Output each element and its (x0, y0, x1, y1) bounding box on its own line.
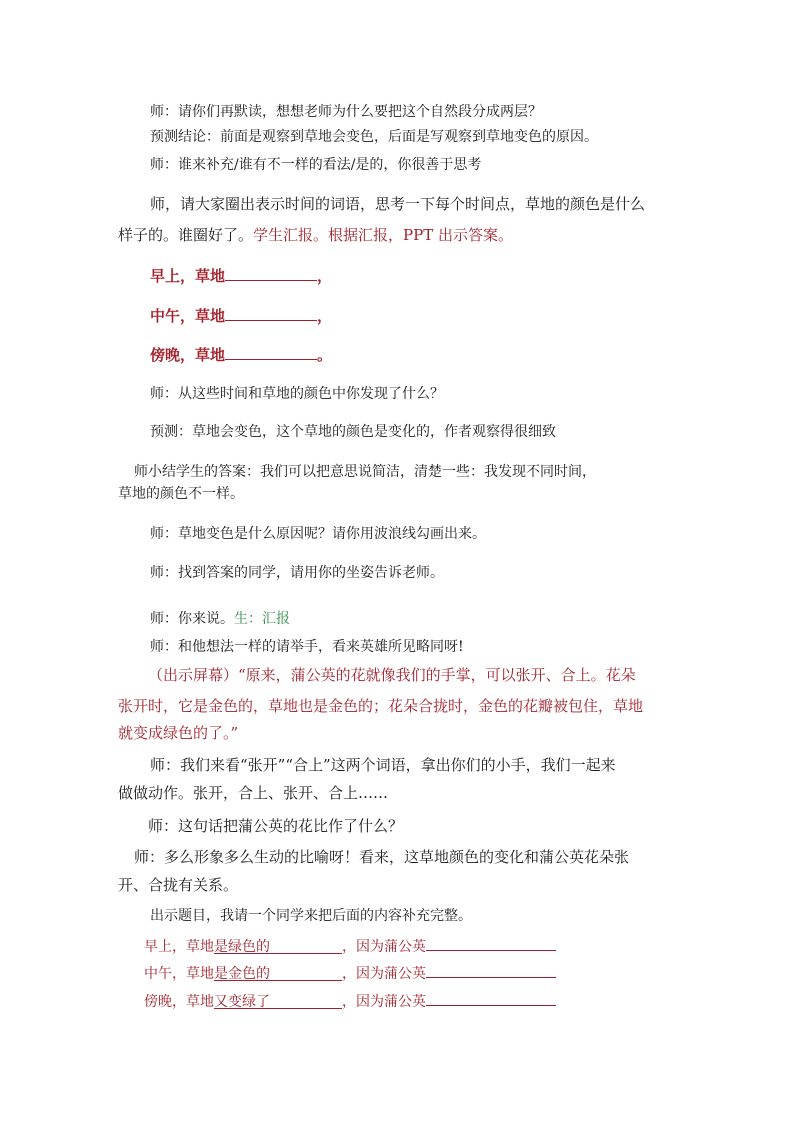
answer-blank (426, 934, 556, 951)
answer-blank (225, 304, 317, 321)
teacher-line-exercise: 出示题目，我请一个同学来把后面的内容补充完整。 (150, 908, 472, 924)
teacher-line-cause: 师：草地变色是什么原因呢？请你用波浪线勾画出来。 (150, 526, 486, 542)
exercise-row-evening (144, 989, 556, 1012)
prediction-line: 预测：草地会变色，这个草地的颜色是变化的，作者观察得很细致 (150, 424, 556, 440)
row-because: ，因为蒲公英 (342, 994, 426, 1010)
fill-blank-noon (150, 304, 332, 327)
teacher-line-metaphor: 师：这句话把蒲公英的花比作了什么？ (148, 817, 404, 835)
fill-punct: ， (317, 307, 333, 325)
answer-blank (225, 264, 317, 281)
teacher-line-supplement: 师：谁来补充/谁有不一样的看法/是的，你很善于思考 (150, 157, 482, 173)
fill-punct: ， (317, 267, 333, 285)
student-report-note: 学生汇报。根据汇报，PPT 出示答案。 (253, 226, 513, 244)
exercise-row-noon (144, 961, 556, 984)
row-answer: 又变绿了 (214, 994, 270, 1010)
screen-quote-line-3: 就变成绿色的了。” (118, 724, 239, 742)
answer-blank (214, 937, 342, 954)
row-because: ，因为蒲公英 (342, 939, 426, 955)
fill-blank-evening (150, 343, 332, 366)
row-answer: 是金色的 (214, 966, 270, 982)
teacher-line-discover: 师：从这些时间和草地的颜色中你发现了什么？ (150, 386, 444, 402)
row-time: 早上，草地 (144, 939, 214, 955)
answer-blank (225, 343, 317, 360)
screen-quote-line-2: 张开时，它是金色的，草地也是金色的；花朵合拢时，金色的花瓣被包住，草地 (118, 697, 644, 715)
teacher-line-you-say (150, 609, 290, 629)
teacher-line-words: 师：我们来看“张开”“合上”这两个词语，拿出你们的小手，我们一起来 (150, 756, 616, 774)
exercise-row-morning (144, 934, 556, 957)
teacher-summary: 师小结学生的答案：我们可以把意思说简洁，清楚一些：我发现不同时间， (134, 464, 596, 480)
teacher-summary-cont: 草地的颜色不一样。 (118, 486, 244, 502)
teacher-line-posture: 师：找到答案的同学，请用你的坐姿告诉老师。 (150, 565, 444, 581)
teacher-line-vivid-cont: 开、合拢有关系。 (118, 876, 239, 894)
teacher-line-reread: 师：请你们再默读，想想老师为什么要把这个自然段分成两层？ (150, 104, 542, 120)
text-segment: 样子的。谁圈好了。 (118, 226, 254, 244)
row-time: 傍晚，草地 (144, 994, 214, 1010)
answer-blank (214, 992, 342, 1009)
teacher-line-words-cont: 做做动作。张开，合上、张开、合上…… (118, 784, 389, 802)
row-because: ，因为蒲公英 (342, 966, 426, 982)
text-segment: 师：你来说。 (150, 611, 234, 627)
answer-blank (426, 989, 556, 1006)
teacher-line-circle-words-cont (118, 224, 513, 246)
screen-quote-line-1: （出示屏幕）“原来，蒲公英的花就像我们的手掌，可以张开、合上。花朵 (148, 666, 636, 684)
teacher-line-raise-hand: 师：和他想法一样的请举手，看来英雄所见略同呀! (150, 639, 464, 655)
student-report: 生：汇报 (234, 611, 290, 627)
fill-blank-morning (150, 264, 332, 287)
answer-blank (426, 961, 556, 978)
row-time: 中午，草地 (144, 966, 214, 982)
fill-label: 傍晚，草地 (150, 346, 226, 364)
prediction-conclusion: 预测结论：前面是观察到草地会变色，后面是写观察到草地变色的原因。 (150, 129, 598, 145)
fill-label: 早上，草地 (150, 267, 226, 285)
fill-label: 中午，草地 (150, 307, 226, 325)
row-answer: 是绿色的 (214, 939, 270, 955)
fill-punct: 。 (317, 346, 333, 364)
teacher-line-circle-words: 师，请大家圈出表示时间的词语，思考一下每个时间点，草地的颜色是什么 (150, 195, 646, 213)
answer-blank (214, 964, 342, 981)
teacher-line-vivid: 师：多么形象多么生动的比喻呀！看来，这草地颜色的变化和蒲公英花朵张 (134, 848, 630, 866)
